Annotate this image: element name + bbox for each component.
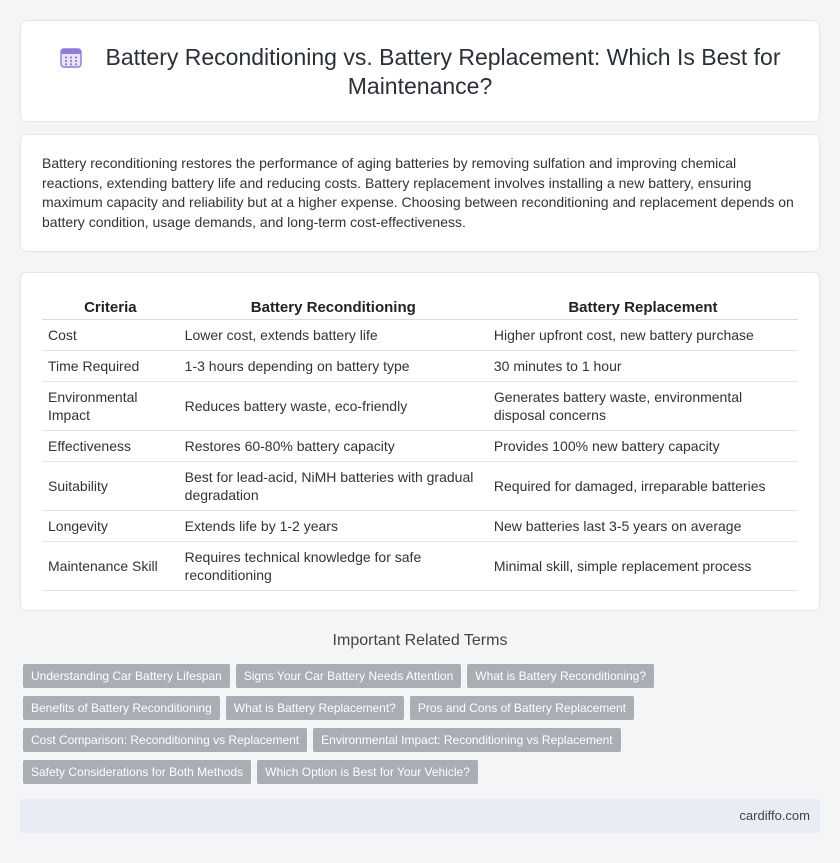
- table-cell: Suitability: [42, 462, 179, 511]
- table-header-row: [42, 297, 798, 320]
- table-cell: Cost: [42, 320, 179, 351]
- page-title: Battery Reconditioning vs. Battery Replacement: Which Is Best for Maintenance?: [105, 44, 781, 99]
- table-cell: Restores 60-80% battery capacity: [179, 431, 488, 462]
- related-term-tag[interactable]: What is Battery Reconditioning?: [467, 664, 654, 688]
- table-row: [42, 511, 798, 542]
- table-row: [42, 431, 798, 462]
- footer-site-link[interactable]: cardiffo.com: [739, 808, 810, 823]
- related-terms-heading: Important Related Terms: [332, 632, 508, 649]
- intro-card: [20, 134, 820, 252]
- related-term-tag[interactable]: What is Battery Replacement?: [226, 696, 404, 720]
- related-term-tag[interactable]: Safety Considerations for Both Methods: [23, 760, 251, 784]
- table-cell: 30 minutes to 1 hour: [488, 351, 798, 382]
- table-row: [42, 351, 798, 382]
- table-cell: Effectiveness: [42, 431, 179, 462]
- table-row: [42, 462, 798, 511]
- page-title-wrap: [21, 43, 819, 101]
- related-term-tag[interactable]: Benefits of Battery Reconditioning: [23, 696, 220, 720]
- table-cell: Generates battery waste, environmental disposal concerns: [488, 382, 798, 431]
- table-row: [42, 382, 798, 431]
- table-cell: Environmental Impact: [42, 382, 179, 431]
- table-cell: Lower cost, extends battery life: [179, 320, 488, 351]
- intro-paragraph: Battery reconditioning restores the performance of aging batteries by removing sulfation and improving chemical reactions, extending battery life and reducing costs. Battery replacement involves installing a new battery, ensuring maximum capacity and reliability but at a higher expense. Choosing between reconditioning and replacement depends on battery condition, usage demands, and long-term cost-effectiveness.: [42, 155, 794, 230]
- table-cell: Provides 100% new battery capacity: [488, 431, 798, 462]
- table-cell: Longevity: [42, 511, 179, 542]
- calendar-icon: [60, 46, 82, 68]
- table-cell: Extends life by 1-2 years: [179, 511, 488, 542]
- related-term-tag[interactable]: Cost Comparison: Reconditioning vs Replacement: [23, 728, 307, 752]
- table-cell: Best for lead-acid, NiMH batteries with gradual degradation: [179, 462, 488, 511]
- table-cell: Higher upfront cost, new battery purchase: [488, 320, 798, 351]
- column-header-criteria: Criteria: [42, 297, 179, 320]
- related-term-tag[interactable]: Which Option is Best for Your Vehicle?: [257, 760, 478, 784]
- table-cell: Maintenance Skill: [42, 542, 179, 591]
- column-header-replacement: Battery Replacement: [488, 297, 798, 320]
- related-term-tag[interactable]: Signs Your Car Battery Needs Attention: [236, 664, 461, 688]
- table-cell: New batteries last 3-5 years on average: [488, 511, 798, 542]
- table-cell: Required for damaged, irreparable batteries: [488, 462, 798, 511]
- table-cell: Reduces battery waste, eco-friendly: [179, 382, 488, 431]
- related-term-tag[interactable]: Environmental Impact: Reconditioning vs Replacement: [313, 728, 620, 752]
- comparison-card: [20, 272, 820, 611]
- comparison-table: [42, 297, 798, 591]
- column-header-reconditioning: Battery Reconditioning: [179, 297, 488, 320]
- footer-bar: [20, 799, 820, 833]
- related-term-tag[interactable]: Pros and Cons of Battery Replacement: [410, 696, 634, 720]
- related-term-tag[interactable]: Understanding Car Battery Lifespan: [23, 664, 230, 688]
- table-row: [42, 320, 798, 351]
- table-cell: Minimal skill, simple replacement process: [488, 542, 798, 591]
- table-row: [42, 542, 798, 591]
- related-terms-list: [23, 664, 813, 792]
- table-cell: 1-3 hours depending on battery type: [179, 351, 488, 382]
- table-cell: Requires technical knowledge for safe reconditioning: [179, 542, 488, 591]
- table-cell: Time Required: [42, 351, 179, 382]
- header-card: [20, 20, 820, 122]
